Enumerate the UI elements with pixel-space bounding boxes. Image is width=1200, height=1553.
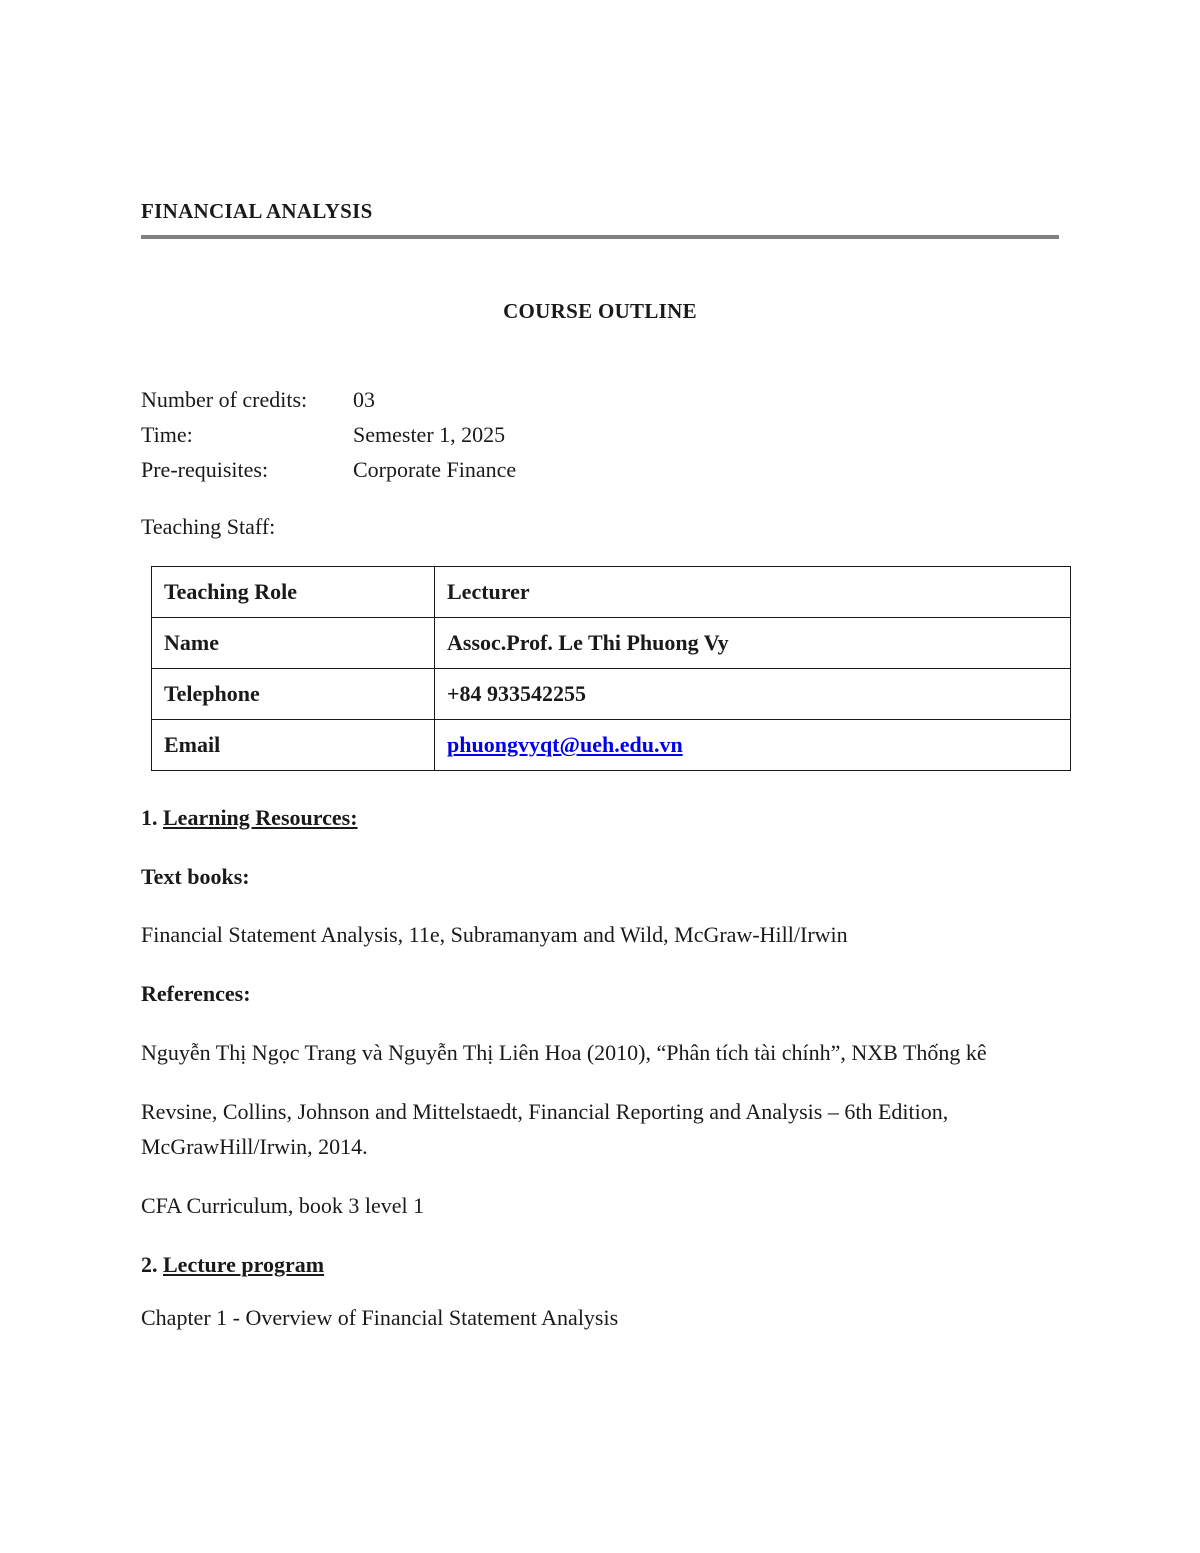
time-value: Semester 1, 2025 — [353, 422, 506, 447]
course-outline-title: COURSE OUTLINE — [503, 299, 697, 323]
table-row — [152, 669, 1071, 720]
document-header-title: FINANCIAL ANALYSIS — [141, 199, 373, 223]
header-divider — [141, 235, 1059, 239]
section-2-number: 2. — [141, 1252, 163, 1277]
section-2-heading — [141, 1252, 324, 1278]
email-link[interactable]: phuongvyqt@ueh.edu.vn — [447, 732, 683, 757]
chapter-1-entry: Chapter 1 - Overview of Financial Statement Analysis — [141, 1305, 619, 1330]
table-row — [152, 720, 1071, 771]
table-row — [152, 618, 1071, 669]
table-cell-key: Telephone — [152, 669, 435, 720]
section-1-title: Learning Resources: — [163, 805, 358, 830]
textbook-entry: Financial Statement Analysis, 11e, Subramanyam and Wild, McGraw-Hill/Irwin — [141, 922, 848, 947]
time-label: Time: — [141, 422, 193, 447]
prerequisites-label: Pre-requisites: — [141, 457, 269, 482]
reference-item: CFA Curriculum, book 3 level 1 — [141, 1193, 425, 1218]
prerequisites-value: Corporate Finance — [353, 457, 517, 482]
table-cell-value: Assoc.Prof. Le Thi Phuong Vy — [435, 618, 1071, 669]
table-cell-value: Lecturer — [435, 567, 1071, 618]
section-1-number: 1. — [141, 805, 163, 830]
table-row — [152, 567, 1071, 618]
table-cell-value — [435, 720, 1071, 771]
teaching-staff-label: Teaching Staff: — [141, 514, 276, 539]
teaching-staff-table — [151, 566, 1071, 771]
references-label: References: — [141, 981, 251, 1006]
table-cell-key: Teaching Role — [152, 567, 435, 618]
table-cell-value: +84 933542255 — [435, 669, 1071, 720]
section-2-title: Lecture program — [163, 1252, 325, 1277]
credits-label: Number of credits: — [141, 387, 308, 412]
section-1-heading — [141, 805, 358, 831]
reference-item: Nguyễn Thị Ngọc Trang và Nguyễn Thị Liên Hoa (2010), “Phân tích tài chính”, NXB Thống kê — [141, 1040, 987, 1065]
table-cell-key: Email — [152, 720, 435, 771]
table-cell-key: Name — [152, 618, 435, 669]
credits-value: 03 — [353, 387, 375, 412]
textbooks-label: Text books: — [141, 864, 250, 889]
reference-item: Revsine, Collins, Johnson and Mittelstaedt, Financial Reporting and Analysis – 6th Edition, McGrawHill/Irwin, 2014. — [141, 1099, 949, 1159]
